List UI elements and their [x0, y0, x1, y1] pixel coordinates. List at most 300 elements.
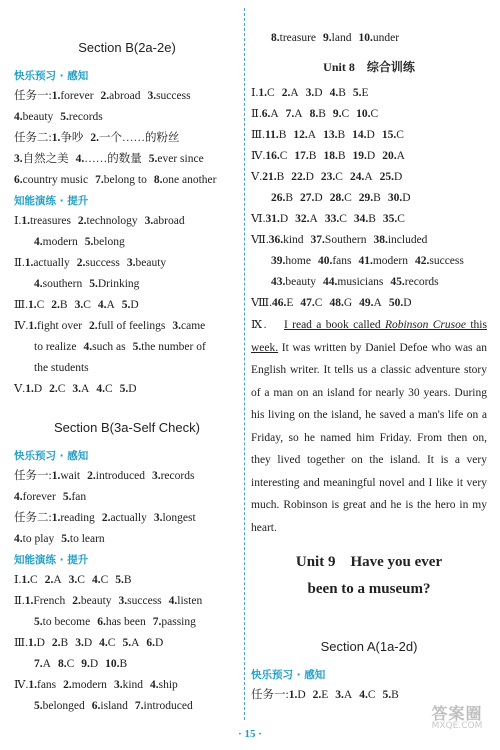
answer-item — [92, 570, 108, 591]
answer-text: B — [337, 150, 346, 162]
answer-text: C — [104, 383, 113, 395]
question-number: 17. — [294, 150, 309, 162]
answer-text: C — [344, 192, 352, 204]
answer-text: success — [127, 595, 162, 607]
answer-text: Southern — [324, 234, 367, 246]
answer-item — [323, 272, 383, 293]
question-number: 24. — [349, 171, 365, 183]
answer-text: A — [131, 637, 140, 649]
question-number: 3. — [75, 637, 84, 649]
question-number: 5. — [34, 616, 43, 628]
question-number: 8. — [153, 174, 163, 186]
watermark-url: MXQE.COM — [431, 721, 483, 731]
answer-text: introduced — [95, 470, 145, 482]
question-number: 5. — [115, 574, 124, 586]
question-number: 2. — [312, 689, 322, 701]
answer-line — [14, 274, 240, 295]
answer-item — [295, 209, 318, 230]
answer-item — [382, 146, 405, 167]
question-number: 6. — [146, 637, 155, 649]
answer-item — [52, 633, 68, 654]
answer-line — [14, 696, 240, 717]
answer-item — [72, 591, 111, 612]
answer-item — [119, 591, 162, 612]
answer-item — [120, 379, 137, 400]
answer-item — [28, 675, 56, 696]
answer-text: home — [285, 255, 311, 267]
answer-item — [75, 295, 91, 316]
question-number: 13. — [323, 129, 338, 141]
question-number: 28. — [329, 192, 345, 204]
answer-text: A — [364, 171, 373, 183]
question-number: 2. — [49, 383, 58, 395]
answer-item — [28, 295, 44, 316]
answer-text: land — [331, 32, 352, 44]
answer-text: success — [85, 257, 120, 269]
answer-text: C — [100, 574, 109, 586]
question-number: 4. — [34, 236, 43, 248]
answer-line — [251, 167, 487, 188]
question-number: 2. — [281, 87, 291, 99]
answer-text: wait — [60, 470, 81, 482]
answer-item — [105, 654, 127, 675]
question-number: 6. — [261, 108, 271, 120]
question-number: 27. — [300, 192, 315, 204]
answer-item — [390, 272, 438, 293]
answer-item — [383, 209, 405, 230]
answer-text: abroad — [109, 90, 141, 102]
question-number: 4. — [14, 491, 23, 503]
answer-item — [388, 188, 411, 209]
answer-text: C — [107, 637, 116, 649]
answer-text: fight over — [37, 320, 83, 332]
answer-item — [52, 466, 80, 487]
answer-text: 争吵 — [60, 132, 84, 144]
answer-item — [373, 230, 427, 251]
unit-heading: been to a museum? — [307, 581, 431, 597]
answer-text: modern — [71, 679, 107, 691]
answer-text: fans — [37, 679, 57, 691]
question-number: 5. — [89, 278, 98, 290]
part-label: Ⅵ. — [251, 213, 266, 225]
answer-item — [323, 125, 345, 146]
answer-text: B — [391, 689, 399, 701]
answer-item — [21, 211, 71, 232]
answer-item — [89, 274, 139, 295]
answer-item — [359, 685, 375, 706]
answer-item — [335, 685, 352, 706]
answer-line: 任务一:1.D 2.E 3.A 4.C 5.B — [251, 685, 487, 706]
question-number: 36. — [268, 234, 284, 246]
answer-item — [325, 209, 347, 230]
answer-item — [96, 379, 112, 400]
answer-text: kind — [122, 679, 144, 691]
answer-text: musicians — [337, 276, 384, 288]
answer-item — [380, 167, 403, 188]
question-number: 3. — [126, 257, 136, 269]
answer-item — [291, 167, 314, 188]
answer-line: Ⅲ.1.C 2.B 3.C 4.A 5.D — [14, 295, 240, 316]
answer-text: D — [366, 129, 375, 141]
question-number: 4. — [97, 299, 107, 311]
answer-item — [146, 633, 163, 654]
answer-item — [172, 316, 205, 337]
answer-line — [14, 612, 240, 633]
answer-text: D — [279, 213, 289, 225]
answer-item — [354, 209, 376, 230]
answer-item — [25, 591, 66, 612]
answer-item — [282, 83, 299, 104]
question-number: 39. — [271, 255, 286, 267]
answer-text: island — [100, 700, 128, 712]
right-column — [251, 0, 487, 706]
question-number: 10. — [105, 658, 120, 670]
answer-item — [154, 170, 217, 191]
answer-text: records — [68, 111, 103, 123]
answer-item — [300, 293, 322, 314]
answer-text: records — [404, 276, 439, 288]
answer-text: Drinking — [97, 278, 140, 290]
question-number: 2. — [44, 574, 54, 586]
answer-item — [169, 591, 203, 612]
answer-text: C — [335, 171, 343, 183]
answer-line — [14, 654, 240, 675]
answer-text: the students — [34, 362, 89, 374]
answer-text: D — [394, 171, 403, 183]
question-number: 2. — [89, 320, 98, 332]
unit-heading: Unit 9 Have you ever — [295, 554, 443, 570]
answer-item — [76, 149, 142, 170]
answer-text: E — [286, 297, 294, 309]
answer-item — [25, 253, 70, 274]
answer-text: G — [343, 297, 353, 309]
answer-item — [333, 104, 349, 125]
answer-text: to realize — [34, 341, 77, 353]
answer-item — [152, 466, 194, 487]
question-number: 4. — [329, 87, 339, 99]
answer-text: actually — [33, 257, 70, 269]
question-number: 7. — [95, 174, 104, 186]
answer-text: D — [33, 383, 43, 395]
question-number: 1. — [27, 637, 37, 649]
answer-line — [251, 125, 487, 146]
answer-text: forever — [60, 90, 94, 102]
question-number: 1. — [25, 383, 34, 395]
essay-answer: Ⅸ. I read a book called Robinson Crusoe this week. It was written by Daniel Defoe who was an English writer. It tells us a classic adventure story of a man on an island for nearly 30 years. During his living on the island, he saved a man's life on a Friday, so he named him Friday. From then on, they lived together on the island. It is a very interesting and meaningful novel and I like it very much. Robinson is great and he is the hero in my heart. — [251, 319, 487, 534]
answer-item — [271, 28, 316, 49]
answer-item — [352, 125, 375, 146]
question-number: 18. — [323, 150, 338, 162]
answer-text: B — [338, 87, 346, 99]
answer-item — [271, 272, 316, 293]
question-number: 1. — [28, 679, 37, 691]
question-number: 3. — [153, 512, 163, 524]
question-number: 31. — [265, 213, 280, 225]
answer-text: B — [337, 129, 346, 141]
answer-item — [45, 570, 62, 591]
answer-text: fans — [332, 255, 352, 267]
answer-item — [122, 633, 139, 654]
question-number: 7. — [152, 616, 162, 628]
question-number: 29. — [358, 192, 374, 204]
answer-item — [95, 170, 147, 191]
question-number: 5. — [122, 637, 132, 649]
answer-item — [300, 188, 323, 209]
question-number: 4. — [150, 679, 159, 691]
answer-text: A — [294, 108, 303, 120]
answer-text: C — [267, 87, 275, 99]
answer-item — [49, 379, 65, 400]
answer-text: beauty — [80, 595, 112, 607]
question-number: 19. — [352, 150, 367, 162]
question-number: 2. — [90, 132, 99, 144]
answer-item — [294, 146, 316, 167]
answer-item — [415, 251, 464, 272]
answer-text: kind — [283, 234, 304, 246]
answer-item — [98, 295, 115, 316]
answer-item — [63, 675, 107, 696]
answer-item — [52, 508, 95, 529]
answer-text: B — [308, 150, 317, 162]
answer-text: beauty — [285, 276, 317, 288]
question-number: 3. — [113, 679, 123, 691]
answer-line: Ⅴ.1.D 2.C 3.A 4.C 5.D — [14, 379, 240, 400]
question-number: 3. — [151, 470, 161, 482]
answer-item — [102, 508, 147, 529]
question-number: 9. — [323, 32, 332, 44]
answer-item — [52, 128, 84, 149]
answer-text: D — [402, 192, 411, 204]
question-number: 30. — [387, 192, 403, 204]
answer-line — [251, 272, 487, 293]
answer-text: records — [160, 470, 195, 482]
page-number: · 15 · — [238, 728, 262, 740]
answer-item — [145, 211, 185, 232]
question-number: 8. — [271, 32, 280, 44]
question-number: 23. — [320, 171, 336, 183]
question-number: 3. — [335, 689, 344, 701]
answer-line — [251, 146, 487, 167]
answer-line — [251, 230, 487, 251]
answer-text: C — [341, 108, 350, 120]
question-number: 1. — [51, 132, 61, 144]
answer-text: reading — [60, 512, 95, 524]
answer-text: C — [370, 108, 379, 120]
answer-item — [78, 211, 138, 232]
practice-tag: 知能演练 · 提升 — [14, 195, 89, 207]
answer-text: C — [397, 213, 405, 225]
question-number: 1. — [288, 689, 298, 701]
answer-item — [14, 487, 56, 508]
answer-text: A — [343, 689, 353, 701]
answer-text: D — [155, 637, 164, 649]
answer-item — [85, 232, 125, 253]
question-number: 1. — [51, 512, 61, 524]
preview-tag: 快乐预习 · 感知 — [14, 70, 89, 82]
answer-text: B — [285, 192, 294, 204]
question-number: 5. — [84, 236, 94, 248]
answer-item — [271, 188, 293, 209]
answer-item — [34, 612, 90, 633]
answer-line — [251, 104, 487, 125]
question-number: 2. — [100, 90, 110, 102]
answer-line — [14, 337, 240, 358]
answer-item — [153, 612, 196, 633]
answer-text: treasures — [30, 215, 71, 227]
answer-text: A — [309, 213, 318, 225]
question-number: 3. — [72, 383, 82, 395]
question-number: 22. — [291, 171, 306, 183]
answer-item — [14, 149, 69, 170]
question-number: 11. — [264, 129, 279, 141]
question-number: 16. — [265, 150, 280, 162]
answer-item — [318, 251, 352, 272]
answer-text: D — [305, 171, 314, 183]
question-number: 7. — [285, 108, 295, 120]
answer-text: A — [307, 129, 317, 141]
question-number: 48. — [329, 297, 344, 309]
question-number: 4. — [91, 574, 101, 586]
answer-item — [34, 696, 85, 717]
question-number: 3. — [68, 574, 78, 586]
question-number: 1. — [24, 257, 34, 269]
question-number: 42. — [415, 255, 430, 267]
section-title: Section B(2a-2e) — [78, 40, 176, 55]
answer-text: D — [128, 383, 137, 395]
answer-text: beauty — [135, 257, 167, 269]
answer-line — [251, 28, 487, 49]
preview-tag: 快乐预习 · 感知 — [251, 669, 326, 681]
question-number: 4. — [75, 153, 85, 165]
answer-item — [359, 293, 382, 314]
question-number: 9. — [332, 108, 342, 120]
answer-text: ……的数量 — [84, 153, 142, 165]
question-number: 1. — [51, 90, 61, 102]
answer-item — [265, 209, 288, 230]
answer-item — [265, 146, 287, 167]
column-divider — [244, 8, 245, 720]
answer-text: D — [403, 297, 412, 309]
section-title: Section A(1a-2d) — [320, 639, 418, 654]
question-number: 8. — [57, 658, 67, 670]
answer-line — [14, 149, 240, 170]
answer-text: included — [387, 234, 428, 246]
answer-item — [34, 232, 78, 253]
question-number: 1. — [21, 574, 31, 586]
answer-item — [114, 675, 143, 696]
answer-text: passing — [161, 616, 196, 628]
question-number: 7. — [34, 658, 43, 670]
answer-line — [14, 358, 240, 379]
answer-text: C — [314, 297, 323, 309]
question-number: 44. — [323, 276, 338, 288]
question-number: 5. — [62, 491, 72, 503]
answer-item — [87, 466, 145, 487]
answer-text: B — [59, 299, 68, 311]
question-number: 25. — [379, 171, 395, 183]
answer-text: belong to — [103, 174, 147, 186]
answer-item — [14, 170, 88, 191]
answer-item — [81, 654, 98, 675]
question-number: 1. — [21, 215, 31, 227]
answer-item — [149, 149, 204, 170]
question-number: 14. — [352, 129, 367, 141]
question-number: 2. — [63, 679, 72, 691]
answer-item — [92, 696, 128, 717]
question-number: 3. — [305, 87, 315, 99]
question-number: 20. — [382, 150, 397, 162]
question-number: 5. — [61, 533, 70, 545]
answer-item — [382, 125, 404, 146]
question-number: 3. — [118, 595, 128, 607]
answer-text: A — [81, 383, 90, 395]
question-number: 5. — [132, 341, 142, 353]
answer-text: to learn — [69, 533, 105, 545]
answer-item — [77, 253, 120, 274]
question-number: 4. — [14, 111, 23, 123]
answer-item — [69, 570, 85, 591]
answer-line — [14, 107, 240, 128]
answer-line — [14, 529, 240, 550]
question-number: 33. — [324, 213, 340, 225]
answer-item — [115, 570, 131, 591]
answer-text: belonged — [42, 700, 85, 712]
question-number: 15. — [381, 129, 397, 141]
answer-text: treasure — [279, 32, 317, 44]
question-number: 35. — [382, 213, 398, 225]
answer-text: D — [36, 637, 45, 649]
part-label: Ⅱ. — [251, 108, 262, 120]
answer-item — [51, 295, 67, 316]
answer-text: C — [36, 299, 45, 311]
answer-text: modern — [372, 255, 408, 267]
question-number: 26. — [271, 192, 286, 204]
answer-item — [60, 107, 102, 128]
question-number: 34. — [353, 213, 369, 225]
answer-text: A — [42, 658, 51, 670]
question-number: 3. — [74, 299, 84, 311]
answer-text: A — [53, 574, 62, 586]
answer-item — [262, 104, 279, 125]
answer-item — [83, 337, 125, 358]
answer-item — [311, 230, 367, 251]
part-label: Ⅲ. — [251, 129, 265, 141]
answer-text: belong — [93, 236, 125, 248]
answer-text: C — [30, 574, 38, 586]
question-number: 5. — [34, 700, 43, 712]
question-number: 41. — [358, 255, 373, 267]
question-number: 5. — [352, 87, 362, 99]
answer-item — [135, 696, 193, 717]
answer-text: B — [123, 574, 132, 586]
question-number: 4. — [96, 383, 105, 395]
answer-item — [21, 570, 37, 591]
answer-text: C — [279, 150, 288, 162]
answer-text: actually — [110, 512, 147, 524]
part-label: Ⅶ. — [251, 234, 269, 246]
answer-item — [271, 251, 311, 272]
answer-text: C — [396, 129, 404, 141]
question-number: 40. — [317, 255, 333, 267]
question-number: 2. — [51, 637, 61, 649]
answer-text: under — [372, 32, 400, 44]
answer-line — [251, 209, 487, 230]
answer-line — [251, 293, 487, 314]
answer-line: Ⅲ.1.D 2.B 3.D 4.C 5.A 6.D — [14, 633, 240, 654]
answer-text: came — [180, 320, 206, 332]
answer-text: listen — [177, 595, 203, 607]
answer-item — [28, 633, 45, 654]
